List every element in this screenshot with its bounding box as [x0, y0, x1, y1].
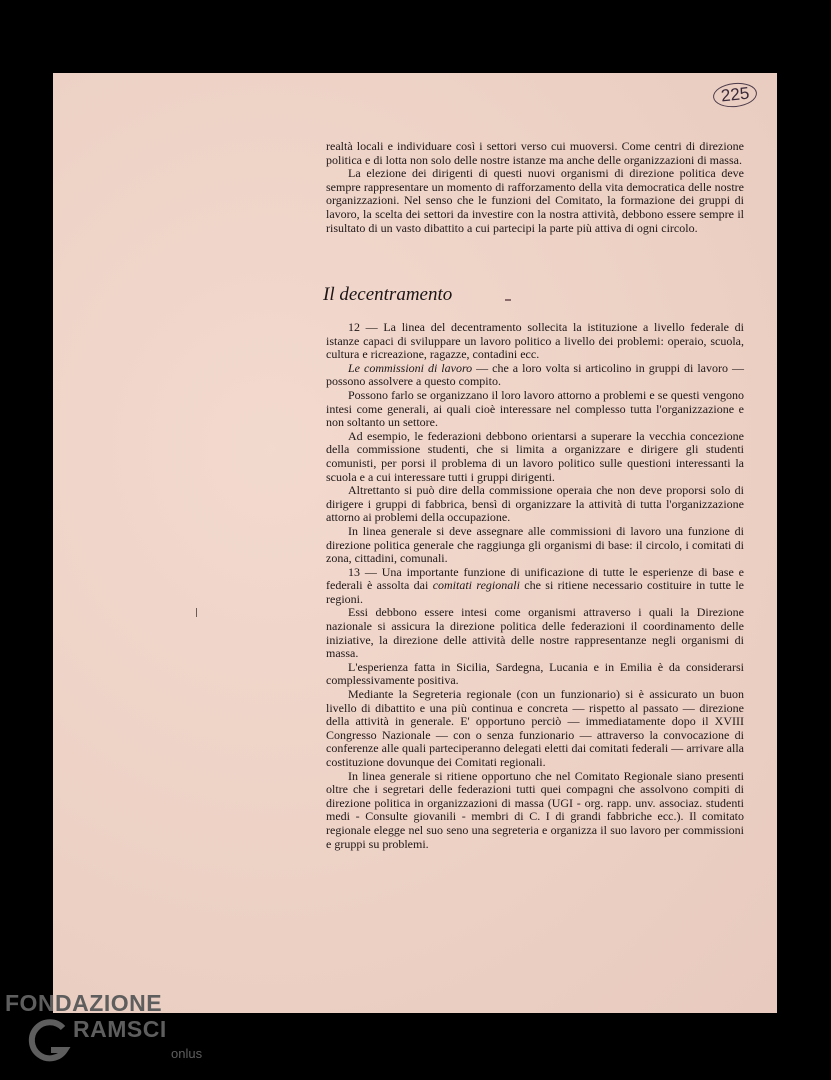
italic-term: Le commissioni di lavoro	[348, 360, 473, 375]
gramsci-g-logo-icon	[27, 1016, 71, 1066]
decentramento-text	[326, 321, 744, 851]
italic-term: comitati regionali	[432, 578, 520, 593]
intro-text	[326, 140, 744, 235]
paragraph-text: — che a loro volta si articolino in gruppi di lavoro — possono assolvere a questo compito.	[326, 360, 744, 389]
paragraph-commissions	[326, 362, 744, 389]
paragraph: Possono farlo se organizzano il loro lavoro attorno a problemi e se questi vengono intesi come generali, ai quali cioè interessare nel complesso tutta l'organizzazione e non soltanto un settore.	[326, 387, 744, 430]
page-number: 225	[711, 81, 758, 110]
watermark-line3: onlus	[171, 1046, 203, 1061]
fondazione-gramsci-watermark	[5, 990, 245, 1080]
section-heading: Il decentramento	[323, 284, 453, 305]
paragraph: realtà locali e individuare così i settori verso cui muoversi. Come centri di direzione politica e di lotta non solo delle nostre istanze ma anche delle organizzazioni di massa.	[326, 139, 744, 167]
watermark-line1: FONDAZIONE	[5, 990, 163, 1016]
paragraph-text: 13 — Una importante funzione di unificazione di tutte le esperienze di base e federali è assolta dai	[326, 564, 744, 593]
paragraph: In linea generale si ritiene opportuno che nel Comitato Regionale siano presenti oltre che i segretari delle federazioni tutti quei compagni che assolvono compiti di direzione politica in organizzazioni di massa (UGI - org. rapp. unv. associaz. studenti medi - Consulte giovanili - membri di C. I di grandi fabbriche ecc.). Il comitato regionale elegge nel suo seno una segreteria e organizza il suo lavoro per commissioni e gruppi su problemi.	[326, 768, 744, 851]
paragraph: La elezione dei dirigenti di questi nuovi organismi di direzione politica deve sempre rappresentare un momento di rafforzamento della vita democratica delle nostre organizzazioni. Nel senso che le funzioni del Comitato, la formazione dei gruppi di lavoro, la scelta dei settori da investire con la nostra attività, debbono essere sempre il risultato di un vasto dibattito a cui partecipi la parte più attiva di ogni circolo.	[326, 166, 744, 235]
ink-mark	[505, 299, 511, 301]
document-page	[53, 73, 777, 1013]
ink-mark	[196, 608, 197, 617]
paragraph: L'esperienza fatta in Sicilia, Sardegna, Lucania e in Emilia è da considerarsi complessivamente positiva.	[326, 659, 744, 688]
paragraph: Ad esempio, le federazioni debbono orientarsi a superare la vecchia concezione della commissione studenti, che si limita a organizzare e dirigere gli studenti comunisti, per porsi il problema di un lavoro politico sulle questioni interessanti la scuola e a cui interessare tutti i gruppi dirigenti.	[326, 428, 744, 484]
paragraph: Mediante la Segreteria regionale (con un funzionario) si è assicurato un buon livello di dibattito e una più continua e concreta — rispetto al passato — direzione della attività in generale. E' opportuno perciò — immediatamente dopo il XVIII Congresso Nazionale — con o senza funzionario — attraverso la convocazione di conferenze alle quali parteciperanno delegati eletti dai comitati federali — arrivare alla costituzione dovunque dei Comitati regionali.	[326, 687, 744, 769]
paragraph: Altrettanto si può dire della commissione operaia che non deve proporsi solo di dirigere i gruppi di fabbrica, bensì di organizzare la attività di tutta l'organizzazione attorno ai problemi della occupazione.	[326, 483, 744, 525]
paragraph: Essi debbono essere intesi come organismi attraverso i quali la Direzione nazionale si assicura la direzione politica delle federazioni il coordinamento delle iniziative, la direzione delle attività delle nostre rappresentanze negli organismi di massa.	[326, 605, 744, 661]
paragraph-text: che si ritiene necessario costituire in tutte le regioni.	[326, 578, 744, 606]
paragraph-regional	[326, 566, 744, 607]
paragraph: 12 — La linea del decentramento sollecita la istituzione a livello federale di istanze capaci di sviluppare un lavoro politico a livello dei problemi: operaio, scuola, cultura e ricreazione, ragazze, contadini ecc.	[326, 320, 744, 362]
watermark-line2: RAMSCI	[73, 1016, 167, 1042]
paragraph: In linea generale si deve assegnare alle commissioni di lavoro una funzione di direzione politica generale che raggiunga gli organismi di base: il circolo, i comitati di zona, cittadini, comunali.	[326, 523, 744, 566]
